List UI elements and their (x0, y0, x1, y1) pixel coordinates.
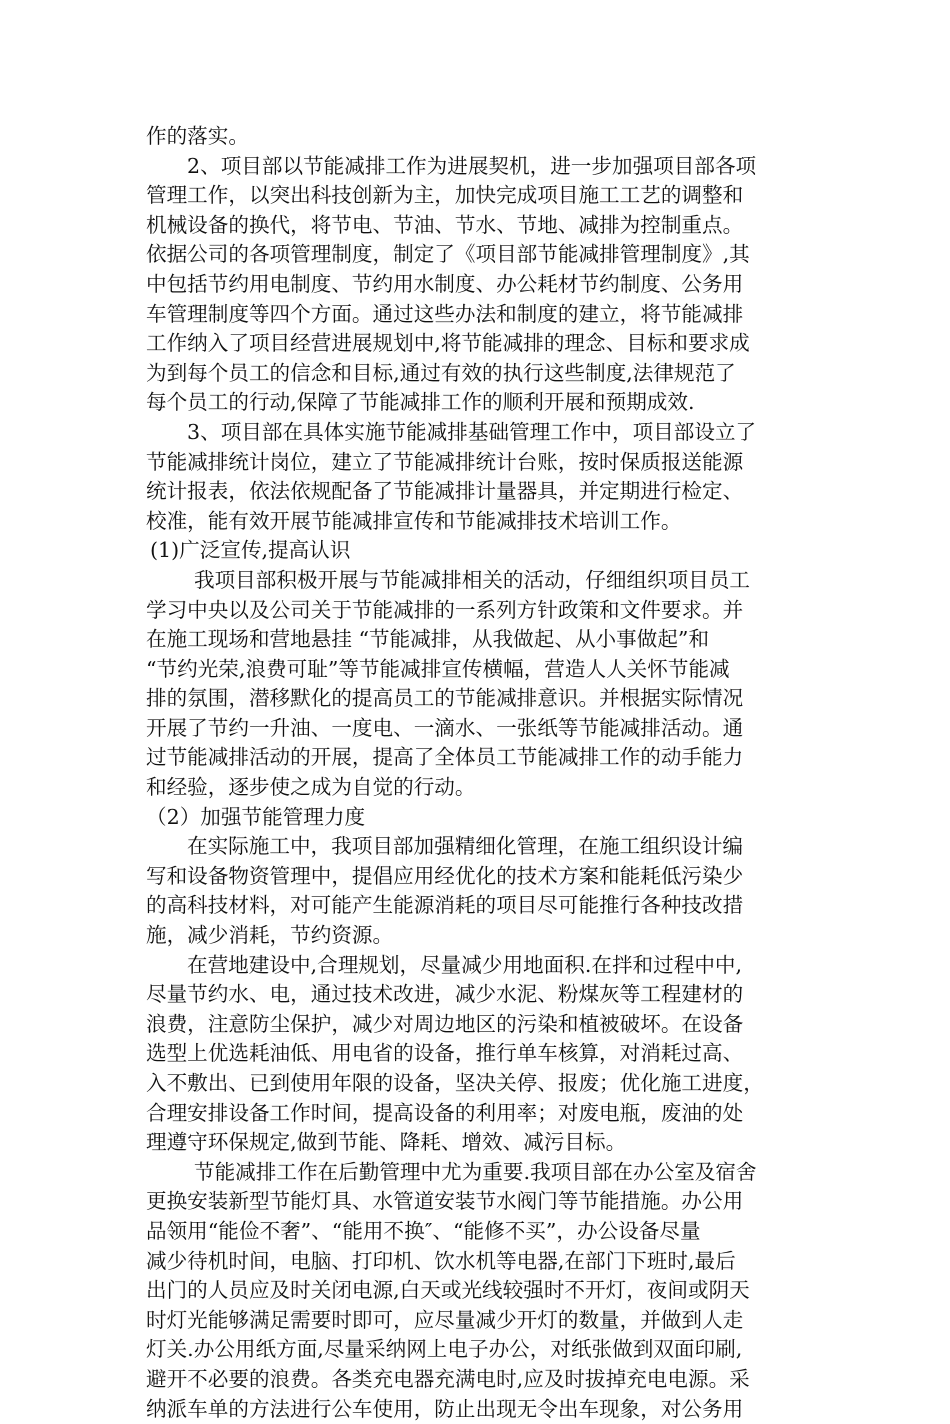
text-line: 理遵守环保规定,做到节能、降耗、增效、减污目标。 (146, 1130, 627, 1155)
text-line: 开展了节约一升油、一度电、一滴水、一张纸等节能减排活动。通 (146, 715, 744, 740)
text-line: 工作纳入了项目经营进展规划中,将节能减排的理念、目标和要求成 (146, 331, 750, 356)
text-line: 在实际施工中，我项目部加强精细化管理，在施工组织设计编 (187, 834, 744, 859)
text-line: 3、项目部在具体实施节能减排基础管理工作中，项目部设立了 (187, 419, 757, 444)
text-line: 写和设备物资管理中，提倡应用经优化的技术方案和能耗低污染少 (146, 863, 744, 888)
text-line: 时灯光能够满足需要时即可，应尽量减少开灯的数量，并做到人走 (146, 1307, 744, 1332)
text-line: 机械设备的换代，将节电、节油、节水、节地、减排为控制重点。 (146, 212, 744, 237)
text-line: 学习中央以及公司关于节能减排的一系列方针政策和文件要求。并 (146, 597, 744, 622)
text-line: 排的氛围，潜移默化的提高员工的节能减排意识。并根据实际情况 (146, 686, 744, 711)
text-line: 避开不必要的浪费。各类充电器充满电时,应及时拔掉充电电源。采 (146, 1366, 750, 1391)
text-line: 灯关.办公用纸方面,尽量采纳网上电子办公，对纸张做到双面印刷, (146, 1337, 743, 1362)
text-line: 节能减排工作在后勤管理中尤为重要.我项目部在办公室及宿舍 (194, 1159, 757, 1184)
text-line: 每个员工的行动,保障了节能减排工作的顺利开展和预期成效. (146, 390, 695, 415)
text-line: 过节能减排活动的开展，提高了全体员工节能减排工作的动手能力 (146, 745, 744, 770)
text-line: 出门的人员应及时关闭电源,白天或光线较强时不开灯，夜间或阴天 (146, 1278, 750, 1303)
text-line: 的高科技材料，对可能产生能源消耗的项目尽可能推行各种技改措 (146, 893, 744, 918)
text-line: 品领用“能俭不奢”、“能用不换″、“能修不买”，办公设备尽量 (146, 1218, 701, 1243)
text-line: 减少待机时间，电脑、打印机、饮水机等电器,在部门下班时,最后 (146, 1248, 736, 1273)
text-line: 合理安排设备工作时间，提高设备的利用率；对废电瓶，废油的处 (146, 1100, 744, 1125)
text-line: 浪费，注意防尘保护，减少对周边地区的污染和植被破坏。在设备 (146, 1011, 744, 1036)
text-line: 选型上优选耗油低、用电省的设备，推行单车核算，对消耗过高、 (146, 1041, 744, 1066)
text-line: 管理工作，以突出科技创新为主，加快完成项目施工工艺的调整和 (146, 183, 744, 208)
text-line: 在营地建设中,合理规划，尽量减少用地面积.在拌和过程中中, (187, 952, 743, 977)
text-line: 尽量节约水、电，通过技术改进，减少水泥、粉煤灰等工程建材的 (146, 982, 744, 1007)
text-line: 依据公司的各项管理制度，制定了《项目部节能减排管理制度》,其 (146, 242, 750, 267)
text-line: 为到每个员工的信念和目标,通过有效的执行这些制度,法律规范了 (146, 360, 736, 385)
document-body (146, 122, 804, 1424)
text-line: 统计报表，依法依规配备了节能减排计量器具，并定期进行检定、 (146, 479, 744, 504)
text-line: 和经验，逐步使之成为自觉的行动。 (146, 775, 476, 800)
text-line: 更换安装新型节能灯具、水管道安装节水阀门等节能措施。办公用 (146, 1189, 744, 1214)
text-line: 我项目部积极开展与节能减排相关的活动，仔细组织项目员工 (194, 567, 751, 592)
section-heading: (1)广泛宣传,提高认识 (150, 538, 351, 563)
text-line: 校准，能有效开展节能减排宣传和节能减排技术培训工作。 (146, 508, 682, 533)
text-line: 节能减排统计岗位，建立了节能减排统计台账，按时保质报送能源 (146, 449, 744, 474)
text-line: 入不敷出、已到使用年限的设备，坚决关停、报废；优化施工进度， (146, 1071, 764, 1095)
text-line: 纳派车单的方法进行公车使用，防止出现无令出车现象，对公务用 (146, 1396, 744, 1421)
text-line: “节约光荣,浪费可耻”等节能减排宣传横幅，营造人人关怀节能减 (146, 656, 730, 681)
text-line: 施，减少消耗，节约资源。 (146, 923, 394, 948)
text-line: 2、项目部以节能减排工作为进展契机，进一步加强项目部各项 (187, 153, 757, 178)
text-line: 在施工现场和营地悬挂 “节能减排，从我做起、从小事做起”和 (146, 627, 710, 652)
text-line: 作的落实。 (146, 124, 249, 148)
text-line: 中包括节约用电制度、节约用水制度、办公耗材节约制度、公务用 (146, 271, 744, 296)
text-line: 车管理制度等四个方面。通过这些办法和制度的建立，将节能减排 (146, 301, 744, 326)
text-line: （2）加强节能管理力度 (146, 804, 366, 829)
